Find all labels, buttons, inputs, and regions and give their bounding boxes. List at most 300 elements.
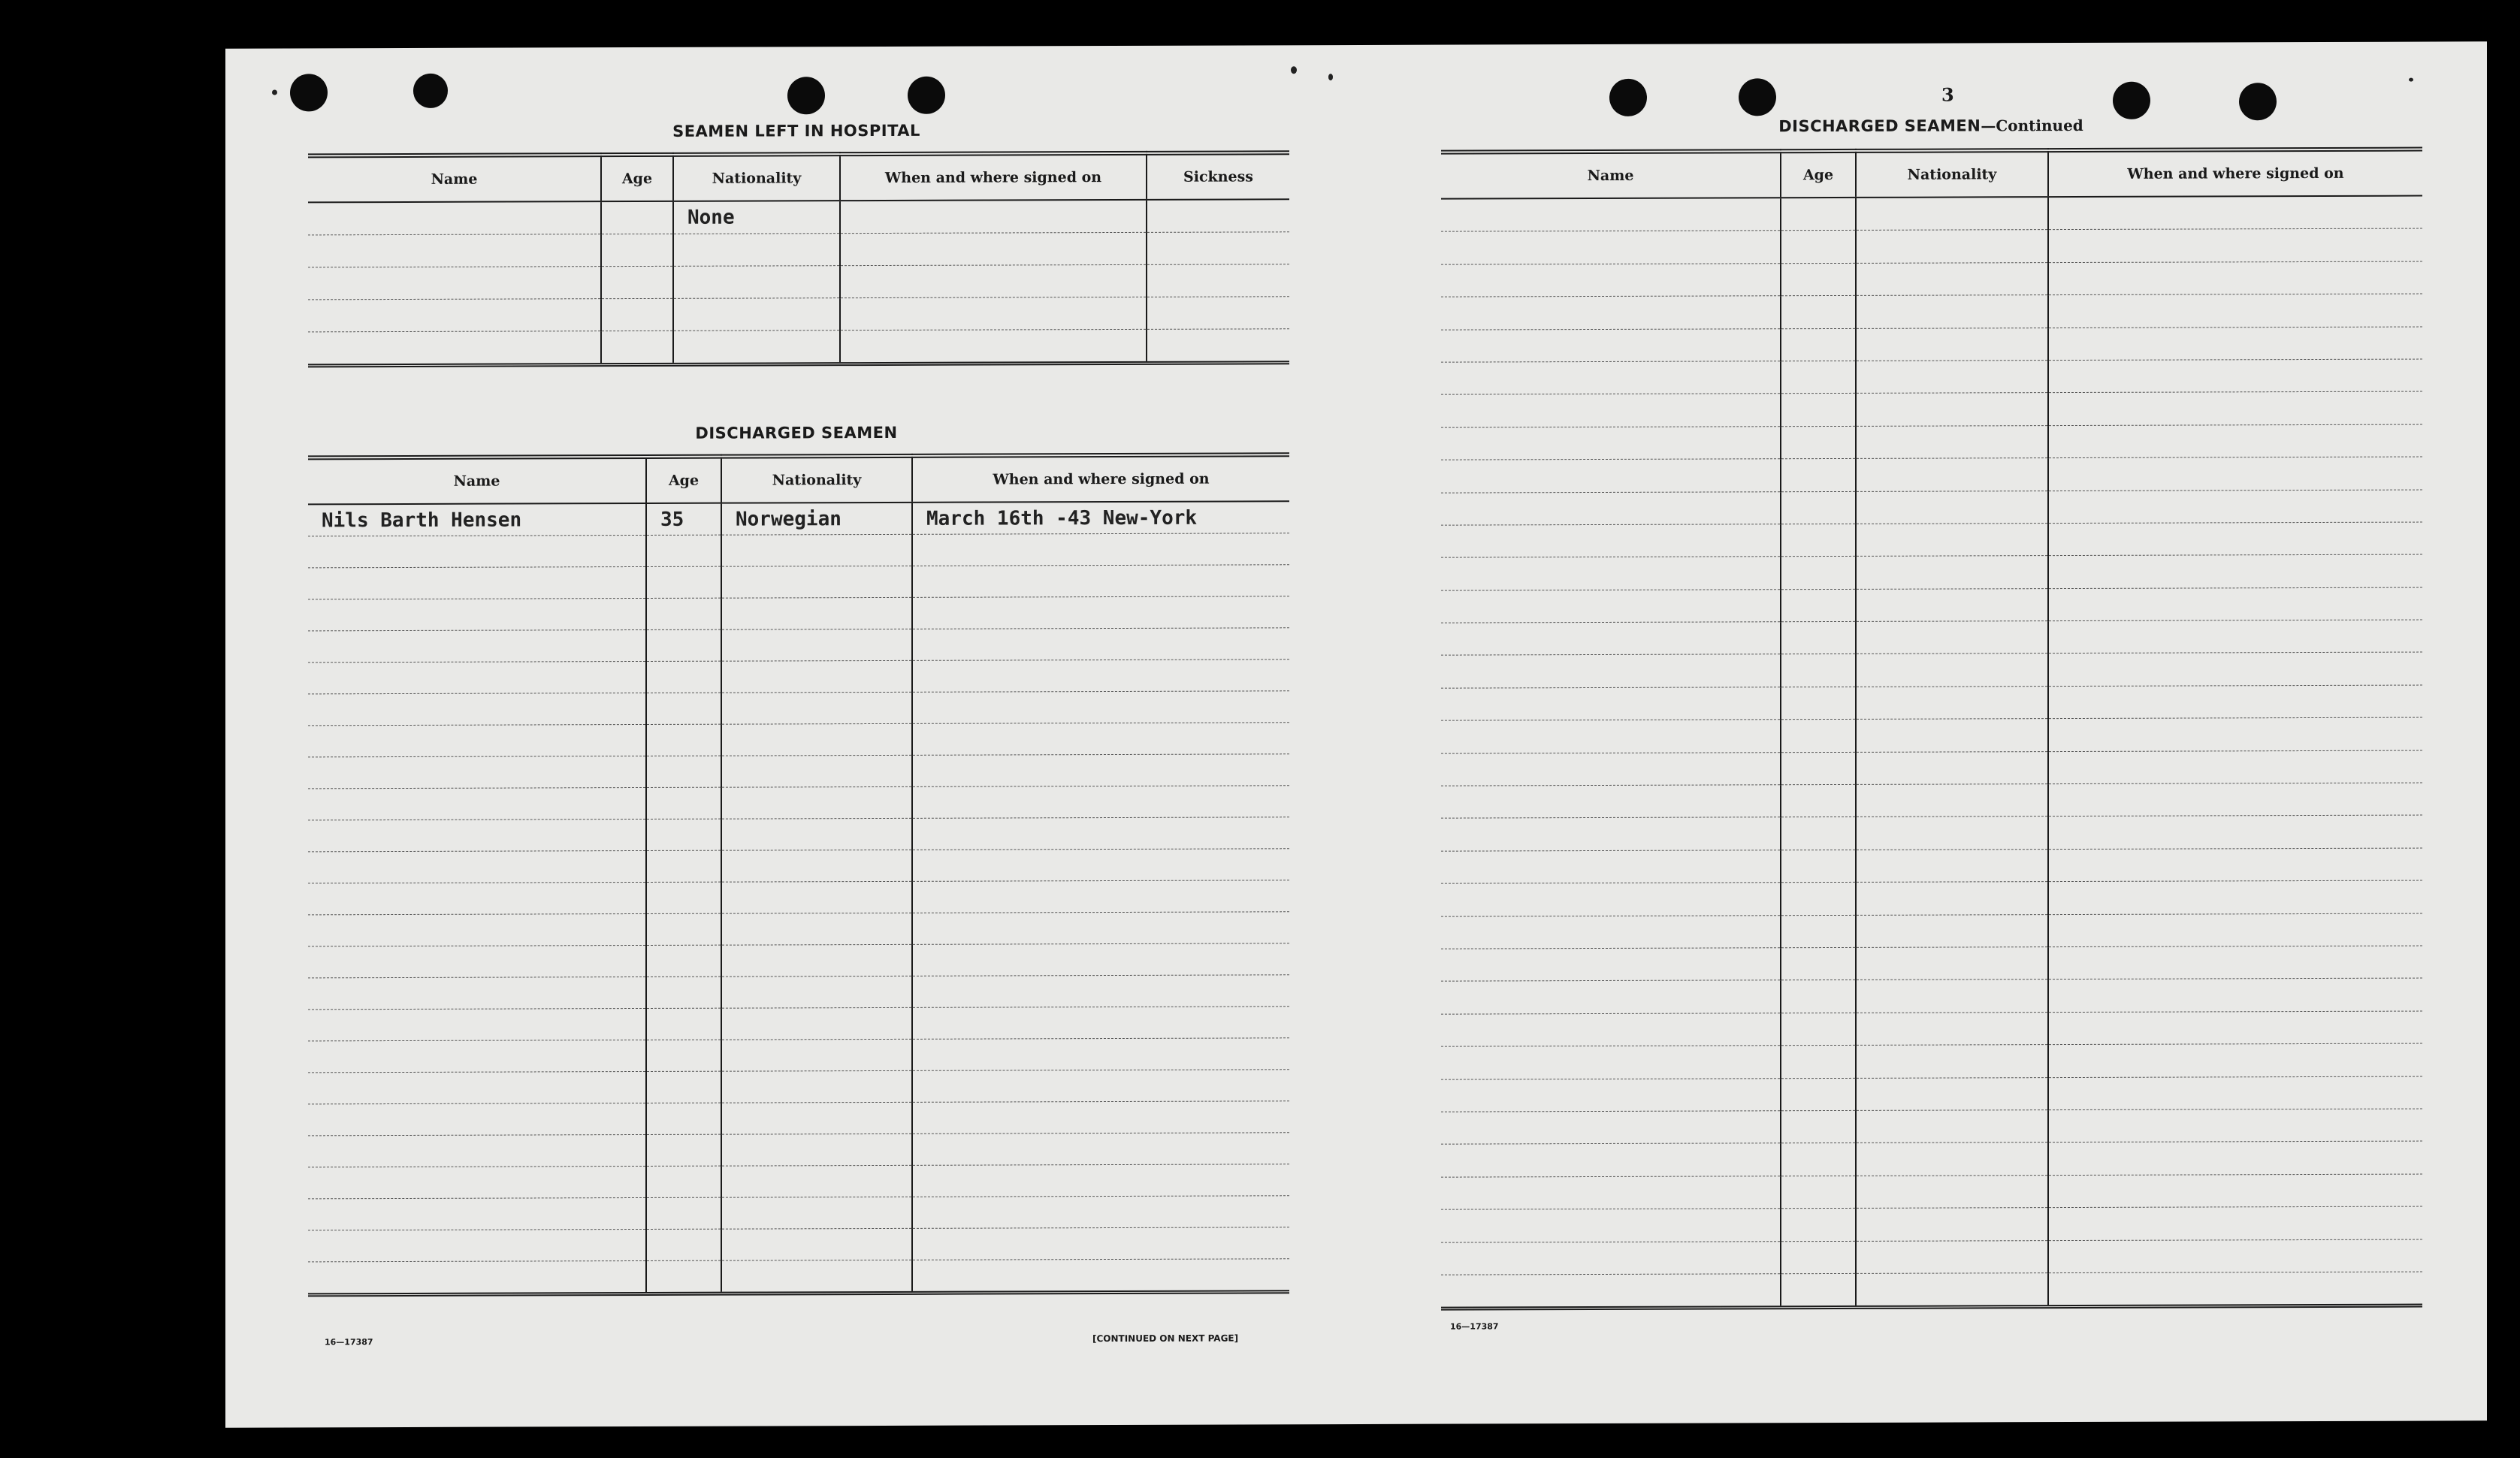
table-row [1441,848,2422,883]
table-cell [1441,785,1781,819]
table-cell [1441,622,1781,656]
table-cell [1781,1078,1856,1111]
table-cell [912,754,1289,787]
table-row [308,786,1289,820]
column-header: Sickness [1147,152,1289,200]
table-cell [1781,1143,1856,1176]
table-row [308,943,1289,978]
table-cell [1441,557,1781,590]
table-cell [2048,946,2422,980]
table-cell [1856,621,2048,654]
table-cell [2048,848,2422,882]
table-row [308,912,1289,946]
discharged-continued-table [1441,147,2422,1311]
table-cell [1781,524,1856,557]
table-cell [646,598,721,629]
table-cell [1781,589,1856,622]
table-cell [646,1229,721,1260]
table-cell [721,660,912,693]
table-cell [912,786,1289,819]
table-cell [1856,980,2048,1013]
table-cell [2048,228,2422,262]
table-cell [646,1071,721,1103]
table-cell [1781,883,1856,916]
table-cell [1856,1208,2048,1241]
table-cell [912,817,1289,850]
table-row [308,264,1289,300]
table-cell [1441,394,1781,427]
column-header: Nationality [721,456,912,503]
table-cell [646,882,721,913]
table-cell [2048,587,2422,621]
table-row [308,1196,1289,1230]
table-cell [912,596,1289,629]
table-cell [1781,654,1856,687]
table-cell [1856,1240,2048,1273]
table-cell [2048,327,2422,361]
table-cell [1441,752,1781,786]
table-cell [1781,426,1856,459]
table-cell [1441,198,1781,231]
table-cell [1147,264,1289,297]
table-cell [721,1039,912,1071]
table-cell [1441,328,1781,362]
hospital-header-row [308,152,1289,202]
table-cell [840,200,1147,234]
form-number-right: 16—17387 [1450,1321,1499,1332]
table-cell [1441,589,1781,623]
table-cell [1441,1143,1781,1177]
table-cell [2048,815,2422,849]
table-cell [912,533,1289,566]
table-cell [646,1197,721,1229]
table-cell [721,976,912,1008]
table-cell [646,724,721,756]
table-cell [673,234,840,267]
table-cell [308,566,646,599]
table-cell [721,534,912,566]
table-cell [308,661,646,693]
table-cell [2048,620,2422,654]
table-cell [1856,295,2048,328]
table-cell [2048,685,2422,719]
table-cell [673,331,840,365]
table-row [308,1038,1289,1073]
table-cell [1781,491,1856,524]
table-cell [646,819,721,850]
table-cell [912,660,1289,693]
column-header: Name [308,155,601,202]
table-cell [912,849,1289,882]
table-cell [308,787,646,820]
table-cell [1781,1241,1856,1274]
table-cell [2048,1174,2422,1208]
table-cell [1856,328,2048,361]
table-cell [1441,524,1781,558]
hospital-table [308,150,1289,367]
discharged-table [308,452,1289,1297]
table-row [1441,815,2422,850]
table-cell [840,329,1147,364]
table-cell [1441,426,1781,460]
table-cell [912,1101,1289,1134]
table-cell [1781,361,1856,394]
table-cell [912,1133,1289,1166]
table-cell [1441,491,1781,525]
table-cell [2048,1141,2422,1175]
table-cell [1781,1013,1856,1046]
table-cell [721,692,912,724]
table-cell [2048,1272,2422,1307]
table-cell [646,850,721,882]
table-cell [308,1008,646,1040]
table-row [1441,978,2422,1013]
page-number: 3 [1941,83,1954,106]
speck [1328,74,1333,80]
table-row [1441,228,2422,264]
table-cell [646,1166,721,1197]
table-cell [2048,1076,2422,1110]
table-cell [1781,1176,1856,1209]
table-cell [646,1134,721,1166]
table-cell [2048,913,2422,947]
table-row [1441,261,2422,297]
document-sheet [225,41,2487,1427]
table-cell [1856,230,2048,263]
table-cell [308,331,601,366]
table-cell [1441,915,1781,949]
table-cell [1781,1046,1856,1079]
table-cell [721,723,912,756]
table-row [1441,359,2422,394]
table-cell [2048,522,2422,556]
table-cell [308,693,646,725]
table-cell [2048,294,2422,328]
table-cell [308,1166,646,1198]
table-cell [721,629,912,661]
table-cell [1856,686,2048,719]
table-row [308,199,1289,235]
discharged-continued-title [1443,116,2419,137]
punch-hole [1739,78,1776,116]
table-cell [1856,882,2048,915]
table-cell [2048,1109,2422,1143]
table-cell [2048,424,2422,458]
table-cell: Norwegian [721,503,912,535]
table-cell [2048,1239,2422,1273]
table-cell [2048,1011,2422,1045]
table-cell [646,629,721,661]
table-cell [601,331,673,364]
speck [272,90,277,95]
table-cell [1441,296,1781,330]
table-row [308,329,1289,366]
table-cell [1781,198,1856,231]
table-cell [912,943,1289,977]
table-cell [1856,947,2048,980]
column-header: When and where signed on [840,153,1147,201]
table-cell [1856,1077,2048,1110]
table-cell [2048,783,2422,817]
table-cell [721,818,912,850]
table-cell [721,1133,912,1166]
table-row [1441,717,2422,753]
table-cell [308,1134,646,1167]
table-cell [721,944,912,977]
table-cell [912,565,1289,598]
continued-note: [CONTINUED ON NEXT PAGE] [1092,1333,1239,1345]
table-row [1441,294,2422,329]
table-cell [1781,621,1856,654]
table-row [1441,1272,2422,1309]
table-row [1441,1174,2422,1209]
table-cell [721,597,912,629]
table-cell [721,1070,912,1103]
table-row [1441,522,2422,557]
table-row [308,975,1289,1010]
table-cell [1856,556,2048,589]
table-row [308,691,1289,726]
column-header: Nationality [1856,150,2048,198]
table-cell [2048,978,2422,1012]
table-cell [1856,1272,2048,1307]
table-cell [1441,1209,1781,1242]
table-cell [1147,199,1289,232]
table-cell [2048,196,2422,230]
column-header: Name [308,457,646,504]
table-cell [912,1196,1289,1229]
table-row [1441,424,2422,460]
table-row [308,533,1289,568]
table-cell [2048,653,2422,687]
table-row [1441,620,2422,655]
table-row [1441,653,2422,688]
table-cell [308,882,646,914]
table-cell [646,977,721,1008]
table-row [308,232,1289,267]
column-header: Age [646,457,721,503]
table-cell [673,266,840,299]
table-cell [1856,425,2048,458]
table-cell [1781,394,1856,427]
table-cell [1441,1176,1781,1209]
table-row [308,817,1289,852]
table-cell [1441,1046,1781,1079]
table-cell [721,755,912,787]
discharged-header-row [308,454,1289,504]
table-cell [912,691,1289,724]
table-cell [1441,264,1781,297]
table-cell [2048,391,2422,425]
table-cell [1147,232,1289,265]
table-cell [1856,361,2048,394]
table-cell [646,535,721,566]
table-row [1441,457,2422,492]
table-cell [1441,817,1781,851]
table-cell [2048,457,2422,491]
table-row [308,849,1289,883]
table-cell [646,756,721,787]
table-cell [1781,947,1856,980]
table-row [1441,391,2422,427]
table-cell [601,266,673,298]
table-cell [1441,1274,1781,1309]
table-cell [2048,717,2422,751]
table-cell [912,723,1289,756]
table-row [1441,1011,2422,1046]
table-row [1441,946,2422,981]
table-cell [1856,1110,2048,1143]
table-cell [1441,883,1781,916]
table-row [308,1259,1289,1295]
table-row [1441,685,2422,720]
table-cell [1856,491,2048,524]
table-cell [1781,328,1856,361]
table-cell [673,298,840,331]
table-cell [1441,1241,1781,1275]
table-cell [721,850,912,882]
table-cell [1781,1110,1856,1143]
table-cell [308,1197,646,1230]
table-cell [840,264,1147,297]
column-header: Age [601,155,673,201]
table-row [1441,1076,2422,1112]
table-cell: Nils Barth Hensen [308,503,646,536]
table-cell [1856,751,2048,784]
column-header: Age [1781,151,1856,198]
table-cell [840,297,1147,330]
table-cell [1856,1175,2048,1208]
table-cell [1147,297,1289,330]
table-cell [2048,880,2422,914]
table-cell [721,1007,912,1040]
form-number-left: 16—17387 [325,1337,373,1348]
table-cell [308,724,646,756]
table-cell [912,1038,1289,1071]
table-cell [1441,654,1781,688]
table-cell [1856,197,2048,231]
table-cell [646,1008,721,1040]
table-cell [2048,1206,2422,1240]
table-cell [646,1260,721,1293]
table-cell [1781,1273,1856,1308]
table-cell [308,850,646,883]
table-cell [308,299,601,332]
table-cell [1781,296,1856,329]
punch-hole [2239,83,2277,120]
table-row [308,880,1289,915]
table-cell [721,1197,912,1229]
table-row [1441,196,2422,232]
speck [2409,78,2413,82]
table-cell [721,1165,912,1197]
table-row [1441,783,2422,818]
table-cell [912,1007,1289,1040]
table-row [1441,913,2422,949]
table-cell [308,1040,646,1072]
table-row [308,565,1289,599]
table-cell [646,566,721,598]
table-cell [1781,817,1856,850]
table-cell [840,232,1147,265]
table-cell [1781,231,1856,264]
table-cell [2048,490,2422,524]
table-cell [1781,784,1856,817]
table-cell [721,1228,912,1260]
table-cell [912,912,1289,945]
table-cell [2048,554,2422,588]
table-cell [1856,458,2048,491]
table-cell [1441,850,1781,884]
table-cell [912,1259,1289,1293]
table-cell [1781,720,1856,753]
table-cell [646,945,721,977]
table-cell [912,1227,1289,1260]
table-cell [1441,1078,1781,1112]
table-cell [1856,393,2048,426]
table-cell [646,661,721,693]
table-row [308,1101,1289,1136]
table-cell [646,787,721,819]
table-row [308,297,1289,332]
table-cell [1856,1045,2048,1078]
table-row [1441,1206,2422,1242]
table-cell [912,975,1289,1008]
table-cell [721,786,912,819]
table-cell [1856,1143,2048,1176]
table-cell [308,977,646,1009]
table-cell [646,913,721,945]
table-cell [601,234,673,266]
table-cell [912,1070,1289,1103]
table-cell [1781,980,1856,1013]
table-row [1441,1141,2422,1176]
punch-hole [413,74,448,108]
table-cell [308,629,646,662]
discharged-section-title: DISCHARGED SEAMEN [695,423,898,442]
table-cell [2048,359,2422,393]
table-cell [308,913,646,946]
table-row [308,754,1289,789]
table-cell [2048,261,2422,295]
table-row [308,723,1289,757]
table-cell [601,298,673,331]
table-cell [912,1164,1289,1197]
table-cell [1781,263,1856,296]
table-cell [912,628,1289,661]
table-row [308,501,1289,536]
continued-suffix: —Continued [1981,116,2083,135]
table-cell [1781,687,1856,720]
table-cell [2048,1043,2422,1077]
table-cell [308,1103,646,1135]
table-cell [308,1229,646,1261]
table-cell: None [673,201,840,234]
table-cell [1856,914,2048,947]
table-cell: 35 [646,503,721,536]
table-cell [1441,1013,1781,1046]
table-cell [1441,459,1781,493]
table-cell [1781,1209,1856,1242]
table-cell: March 16th -43 New-York [912,501,1289,534]
table-cell [1781,752,1856,785]
table-row [308,1007,1289,1041]
punch-hole [1609,79,1647,116]
table-cell [1856,524,2048,557]
table-row [1441,750,2422,786]
table-cell [721,566,912,598]
table-row [1441,327,2422,362]
